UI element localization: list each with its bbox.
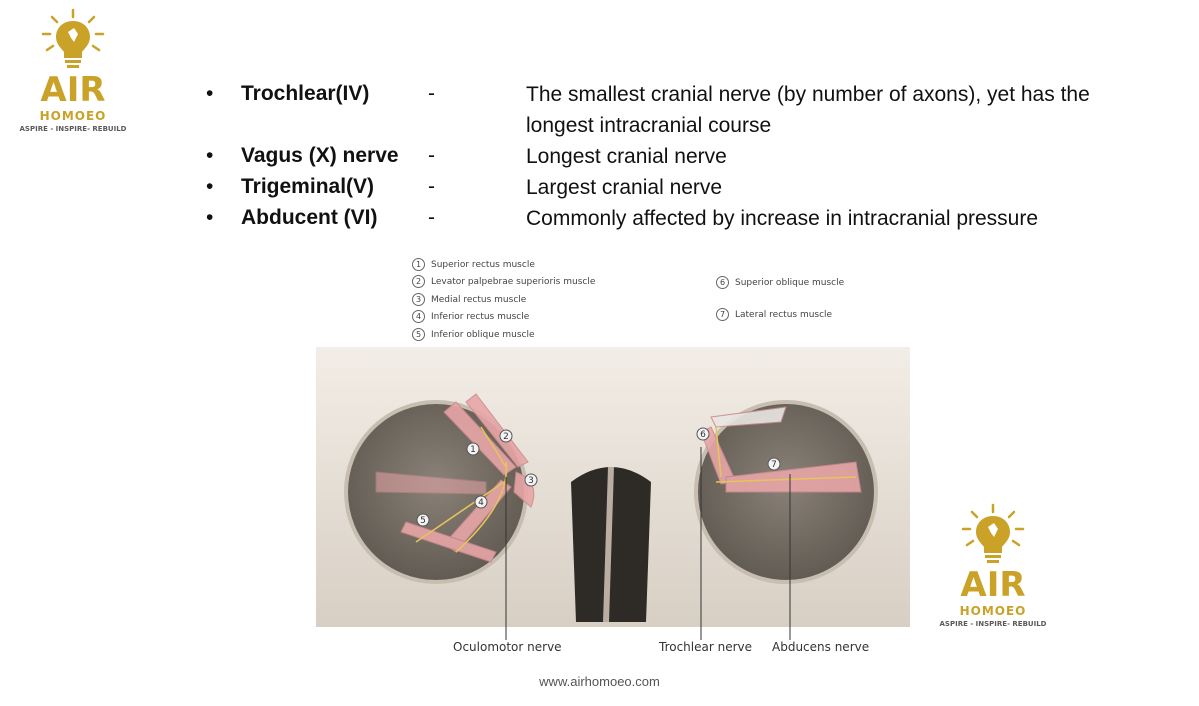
marker-4-label: 4 xyxy=(478,498,484,508)
brand-logo-top xyxy=(18,8,128,133)
marker-6-label: 6 xyxy=(700,430,706,440)
nerve-term: Vagus (X) nerve xyxy=(241,144,399,167)
oculomotor-nerve-label: Oculomotor nerve xyxy=(453,640,562,654)
list-item xyxy=(206,82,1106,144)
legend-item: 4 Inferior rectus muscle xyxy=(412,310,595,327)
brand-tagline: ASPIRE - INSPIRE- REBUILD xyxy=(939,620,1047,628)
brand-tagline: ASPIRE - INSPIRE- REBUILD xyxy=(19,125,127,133)
legend-item: 6 Superior oblique muscle xyxy=(716,276,844,308)
nerve-term: Trochlear(IV) xyxy=(241,82,370,105)
brand-subtitle: HOMOEO xyxy=(39,109,107,123)
separator-dash: - xyxy=(428,175,435,198)
marker-2-label: 2 xyxy=(503,432,509,442)
lightbulb-icon xyxy=(38,8,108,70)
nerve-description: Commonly affected by increase in intracranial pressure xyxy=(526,207,1039,230)
brand-name: AIR xyxy=(960,565,1026,605)
brand-logo-bottom xyxy=(938,503,1048,628)
lightbulb-icon xyxy=(958,503,1028,565)
nerve-term: Trigeminal(V) xyxy=(241,175,375,198)
separator-dash: - xyxy=(428,82,435,105)
list-item xyxy=(206,206,1106,237)
separator-dash: - xyxy=(428,144,435,167)
bullet-icon: • xyxy=(206,144,214,167)
bullet-icon: • xyxy=(206,206,214,229)
brand-name: AIR xyxy=(40,70,106,110)
legend-item: 2 Levator palpebrae superioris muscle xyxy=(412,275,595,292)
separator-dash: - xyxy=(428,206,435,229)
marker-3-label: 3 xyxy=(528,476,534,486)
marker-7-label: 7 xyxy=(771,460,777,470)
list-item xyxy=(206,144,1106,175)
legend-item: 1 Superior rectus muscle xyxy=(412,258,595,275)
orbit-anatomy-figure xyxy=(316,252,910,662)
website-link[interactable]: www.airhomoeo.com xyxy=(539,674,660,689)
marker-1-label: 1 xyxy=(470,445,476,455)
legend-item: 7 Lateral rectus muscle xyxy=(716,308,844,325)
nerve-term: Abducent (VI) xyxy=(241,206,378,229)
brand-subtitle: HOMOEO xyxy=(959,604,1027,618)
skull-orbits-illustration xyxy=(316,252,910,662)
nerve-description: Largest cranial nerve xyxy=(526,176,723,199)
nerve-facts-list xyxy=(206,82,1106,237)
bullet-icon: • xyxy=(206,82,214,105)
bullet-icon: • xyxy=(206,175,214,198)
legend-item: 5 Inferior oblique muscle xyxy=(412,328,595,345)
nerve-description: Longest cranial nerve xyxy=(526,145,727,168)
list-item xyxy=(206,175,1106,206)
nerve-description: The smallest cranial nerve (by number of axons), yet has the longest intracranial course xyxy=(526,83,1090,137)
legend-item: 3 Medial rectus muscle xyxy=(412,293,595,310)
marker-5-label: 5 xyxy=(420,516,426,526)
abducens-nerve-label: Abducens nerve xyxy=(772,640,870,654)
trochlear-nerve-label: Trochlear nerve xyxy=(659,640,753,654)
